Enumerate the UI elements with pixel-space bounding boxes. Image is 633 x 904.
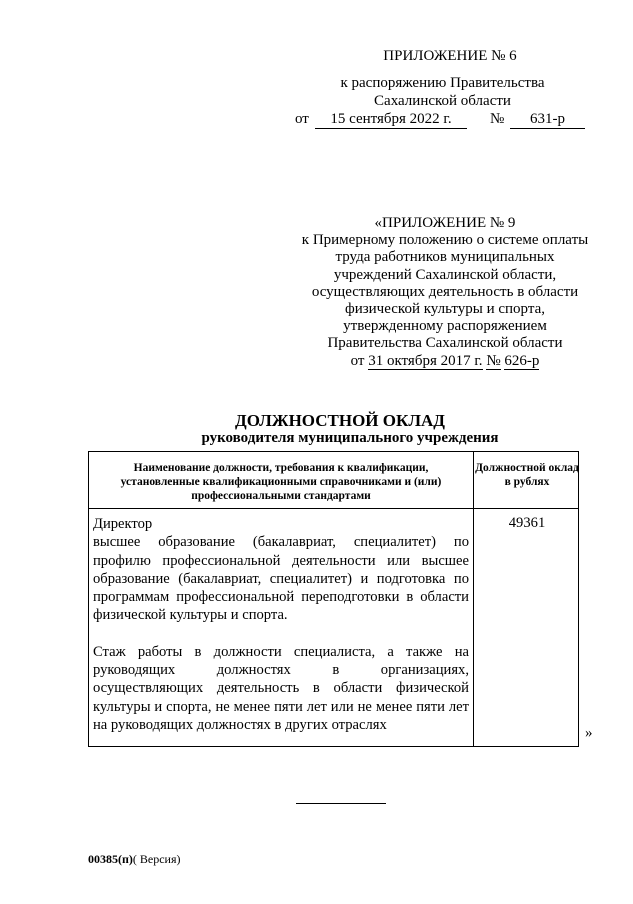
appendix9-line: труда работников муниципальных	[335, 249, 555, 266]
requirement-education: высшее образование (бакалавриат, специалитет) по профилю профессиональной деятельности или высшее образование (бакалавриат, специалитет) и подготовка по программам профессиональной переподготовки в области физической культуры и спорта.	[93, 534, 469, 624]
table-header-salary: Должностной оклад в рублях	[475, 462, 579, 488]
appendix-subtitle-line2: Сахалинской области	[374, 93, 511, 109]
page-subtitle: руководителя муниципального учреждения	[201, 430, 499, 446]
appendix9-line: осуществляющих деятельность в области	[311, 283, 579, 300]
appendix9-date: 31 октября 2017 г.	[368, 352, 483, 369]
table-cell-position	[93, 515, 469, 734]
table-cell-salary: 49361	[508, 515, 546, 531]
order-number: 631-р	[510, 111, 585, 129]
document-code: 00385(п)	[88, 852, 133, 866]
table-header-position: Наименование должности, требования к квалификации, установленные квалификационными справочниками и (или) профессиональными стандартами	[120, 462, 442, 502]
table-header-divider	[89, 508, 578, 509]
appendix-subtitle-line1: к распоряжению Правительства	[340, 75, 545, 91]
requirement-experience: Стаж работы в должности специалиста, а также на руководящих должностях в организациях, осуществляющих деятельность в области физической культуры и спорта, не менее пяти лет или не менее пяти лет на руководящих должностях в других отраслях	[93, 643, 469, 733]
appendix9-from-label: от	[350, 352, 365, 369]
closing-quote: »	[585, 725, 593, 741]
order-date: 15 сентября 2022 г.	[315, 111, 467, 129]
number-label: №	[490, 111, 505, 127]
appendix9-line: Правительства Сахалинской области	[327, 335, 563, 352]
footer-code	[88, 852, 181, 867]
table-column-divider	[473, 452, 474, 746]
appendix9-line: физической культуры и спорта,	[344, 301, 545, 318]
salary-table	[88, 451, 579, 747]
order-reference-line	[295, 111, 590, 131]
position-name: Директор	[93, 516, 153, 532]
appendix9-order-line	[300, 353, 590, 370]
appendix9-line: утвержденному распоряжением	[343, 318, 547, 335]
document-version: ( Версия)	[132, 852, 181, 866]
separator-line	[296, 803, 386, 804]
appendix-title: ПРИЛОЖЕНИЕ № 6	[383, 48, 517, 64]
appendix9-line: «ПРИЛОЖЕНИЕ № 9	[374, 215, 516, 231]
page-title: ДОЛЖНОСТНОЙ ОКЛАД	[235, 411, 445, 430]
paragraph-gap	[93, 625, 469, 643]
from-label: от	[295, 111, 309, 127]
appendix9-number-label: №	[486, 352, 501, 369]
appendix9-number: 626-р	[504, 352, 540, 369]
appendix9-line: учреждений Сахалинской области,	[333, 266, 557, 283]
appendix9-line: к Примерному положению о системе оплаты	[301, 232, 589, 249]
appendix9-block	[300, 215, 590, 370]
